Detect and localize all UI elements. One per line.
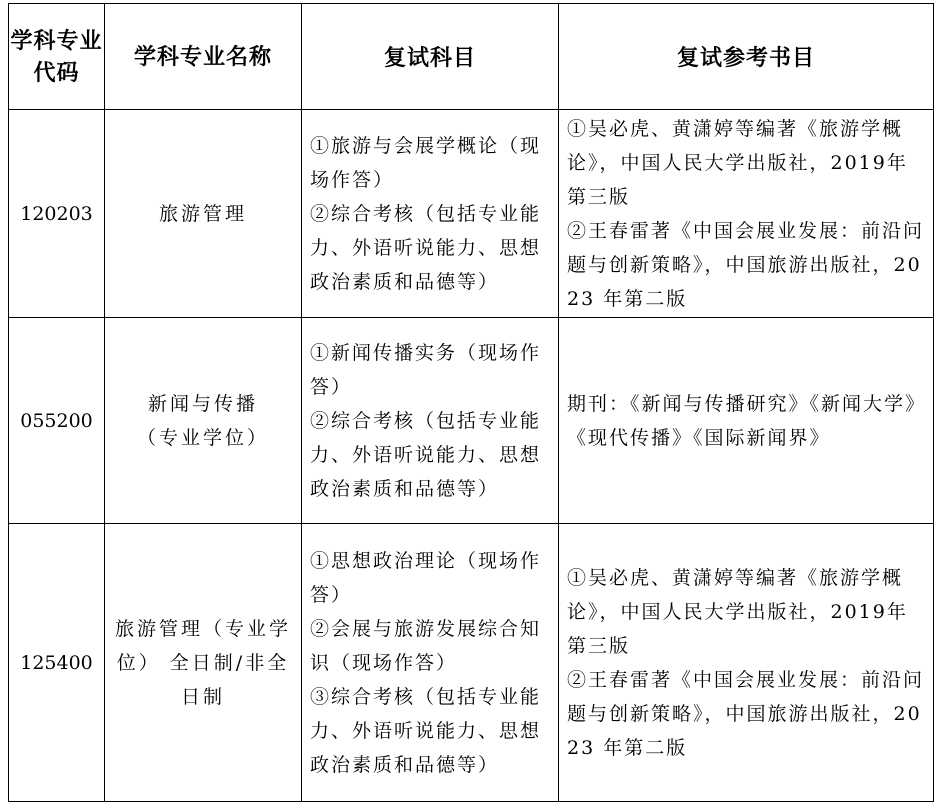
books-cell	[559, 110, 934, 318]
book-item: 期刊：《新闻与传播研究》《新闻大学》《现代传播》《国际新闻界》	[567, 392, 917, 449]
subject-item: ①旅游与会展学概论（现场作答）	[310, 134, 542, 191]
header-name: 学科专业名称	[105, 4, 302, 110]
major-name: 新闻与传播（专业学位）	[105, 318, 302, 524]
subjects-cell	[302, 524, 559, 802]
book-item: ②王春雷著《中国会展业发展：前沿问题与创新策略》，中国旅游出版社，2023 年第二版	[567, 668, 925, 759]
table-row	[9, 318, 934, 524]
subject-item: ①新闻传播实务（现场作答）	[310, 341, 542, 398]
major-name: 旅游管理（专业学位） 全日制/非全日制	[105, 524, 302, 802]
book-item: ②王春雷著《中国会展业发展：前沿问题与创新策略》，中国旅游出版社，2023 年第二版	[567, 219, 925, 310]
books-cell	[559, 318, 934, 524]
major-code: 055200	[9, 318, 105, 524]
subject-item: ②综合考核（包括专业能力、外语听说能力、思想政治素质和品德等）	[310, 409, 542, 500]
table-row	[9, 110, 934, 318]
header-subjects: 复试科目	[302, 4, 559, 110]
header-books: 复试参考书目	[559, 4, 934, 110]
table-header-row	[9, 4, 934, 110]
subjects-cell	[302, 110, 559, 318]
major-code: 120203	[9, 110, 105, 318]
subject-item: ②会展与旅游发展综合知识（现场作答）	[310, 617, 542, 674]
subject-item: ①思想政治理论（现场作答）	[310, 549, 542, 606]
major-code: 125400	[9, 524, 105, 802]
header-code: 学科专业代码	[9, 4, 105, 110]
subject-item: ③综合考核（包括专业能力、外语听说能力、思想政治素质和品德等）	[310, 685, 542, 776]
subject-item: ②综合考核（包括专业能力、外语听说能力、思想政治素质和品德等）	[310, 202, 542, 293]
book-item: ①吴必虎、黄潇婷等编著《旅游学概论》，中国人民大学出版社，2019年第三版	[567, 117, 908, 208]
books-cell	[559, 524, 934, 802]
book-item: ①吴必虎、黄潇婷等编著《旅游学概论》，中国人民大学出版社，2019年第三版	[567, 566, 908, 657]
exam-table	[8, 3, 934, 802]
major-name: 旅游管理	[105, 110, 302, 318]
table-row	[9, 524, 934, 802]
subjects-cell	[302, 318, 559, 524]
